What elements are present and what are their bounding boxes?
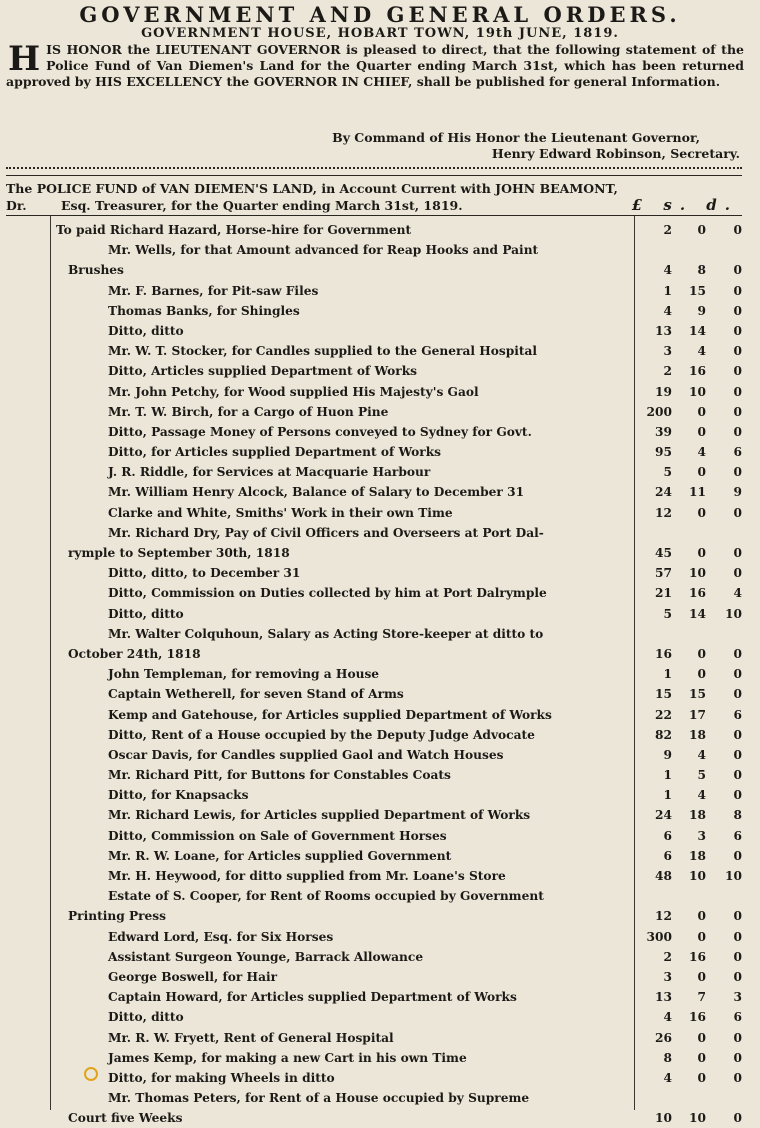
entry-pounds: 10	[655, 1111, 672, 1126]
entry-row	[0, 927, 760, 947]
entry-pence: 0	[733, 969, 742, 984]
entry-row	[0, 462, 760, 482]
dateline: GOVERNMENT HOUSE, HOBART TOWN, 19th JUNE, 1819.	[141, 26, 619, 41]
intro-text: IS HONOR the LIEUTENANT GOVERNOR is pleased to direct, that the following statement of the Police Fund of Van Diemen's Land for the Quarter ending March 31st, which has been returned approved by HIS EXCELLENCY the GOVERNOR IN CHIEF, shall be published for general Information.	[6, 42, 744, 89]
entry-text: Mr. William Henry Alcock, Balance of Salary to December 31	[108, 485, 525, 500]
divider-rule	[6, 175, 742, 176]
entry-shill: 4	[697, 747, 706, 762]
entry-row	[0, 987, 760, 1007]
entry-pounds: 2	[663, 949, 672, 964]
entry-pounds: 2	[663, 364, 672, 379]
entry-pounds: 300	[646, 929, 672, 944]
entry-shill: 10	[689, 869, 706, 883]
entry-text: rymple to September 30th, 1818	[68, 546, 290, 560]
entry-pence: 0	[733, 505, 742, 520]
page-title: GOVERNMENT AND GENERAL ORDERS.	[79, 2, 681, 27]
entry-text: Estate of S. Cooper, for Rent of Rooms occupied by Government	[108, 889, 544, 904]
entry-row	[0, 1028, 760, 1048]
entry-row	[0, 967, 760, 987]
entry-pence: 0	[733, 929, 742, 944]
entry-shill: 18	[689, 808, 706, 823]
entry-pounds: 16	[655, 646, 672, 661]
entry-shill: 0	[697, 969, 706, 984]
entry-pounds: 4	[663, 263, 672, 278]
entry-row	[0, 442, 760, 462]
entry-shill: 0	[697, 1050, 706, 1065]
entry-pounds: 12	[655, 505, 672, 520]
entry-shill: 14	[689, 606, 706, 621]
debit-label: Dr.	[6, 198, 27, 213]
account-heading	[6, 180, 746, 214]
entry-pounds: 39	[655, 424, 672, 439]
entry-pence: 6	[733, 445, 742, 460]
entry-row	[0, 604, 760, 624]
entry-row	[0, 644, 760, 664]
entry-text: John Templeman, for removing a House	[108, 667, 380, 682]
account-entries	[0, 220, 760, 1128]
entry-pence: 0	[733, 465, 742, 480]
dotted-rule	[6, 167, 742, 169]
entry-text: Clarke and White, Smiths' Work in their own Time	[108, 505, 453, 520]
entry-shill: 11	[689, 485, 706, 500]
entry-row	[0, 664, 760, 684]
entry-pence: 6	[733, 828, 742, 843]
entry-shill: 18	[689, 848, 706, 863]
entry-pence: 0	[733, 424, 742, 439]
entry-pounds: 95	[655, 445, 672, 460]
entry-text: Ditto, ditto, to December 31	[108, 566, 301, 581]
entry-row	[0, 826, 760, 846]
entry-shill: 17	[689, 707, 706, 722]
entry-row	[0, 705, 760, 725]
entry-text: Mr. T. W. Birch, for a Cargo of Huon Pine	[108, 404, 389, 419]
entry-shill: 15	[689, 283, 706, 298]
entry-pounds: 5	[663, 465, 672, 480]
entry-shill: 0	[697, 424, 706, 439]
entry-text: Assistant Surgeon Younge, Barrack Allowance	[108, 949, 424, 964]
entry-pence: 0	[733, 344, 742, 359]
entry-pence: 9	[733, 485, 742, 500]
entry-pounds: 15	[655, 687, 672, 702]
entry-row	[0, 624, 760, 644]
entry-text: Ditto, for making Wheels in ditto	[108, 1070, 335, 1085]
entry-row	[0, 563, 760, 583]
entry-pounds: 6	[663, 828, 672, 843]
entry-pounds: 22	[655, 707, 672, 722]
entry-text: Ditto, Rent of a House occupied by the Deputy Judge Advocate	[108, 727, 535, 742]
entry-pence: 10	[725, 869, 742, 883]
entry-row	[0, 1048, 760, 1068]
entry-row	[0, 361, 760, 381]
account-line-1: The POLICE FUND of VAN DIEMEN'S LAND, in Account Current with JOHN BEAMONT,	[6, 181, 618, 196]
entry-row	[0, 947, 760, 967]
entry-shill: 0	[697, 929, 706, 944]
entry-row	[0, 745, 760, 765]
entry-shill: 0	[697, 223, 706, 237]
entry-pence: 0	[733, 768, 742, 783]
entry-pence: 6	[733, 1010, 742, 1025]
entry-pence: 0	[733, 848, 742, 863]
entry-text: James Kemp, for making a new Cart in his own Time	[108, 1050, 467, 1065]
entry-shill: 0	[697, 546, 706, 560]
entry-pence: 0	[733, 949, 742, 964]
entry-row	[0, 765, 760, 785]
entry-shill: 9	[697, 303, 706, 318]
entry-pounds: 1	[663, 788, 672, 803]
entry-pence: 0	[733, 223, 742, 237]
entry-text: Ditto, for Knapsacks	[108, 788, 249, 803]
entry-shill: 0	[697, 404, 706, 419]
entry-shill: 10	[689, 566, 706, 581]
entry-text: Ditto, ditto	[108, 606, 184, 621]
by-command-line: By Command of His Honor the Lieutenant Governor,	[332, 130, 700, 145]
entry-row	[0, 1007, 760, 1027]
entry-shill: 18	[689, 727, 706, 742]
entry-shill: 4	[697, 788, 706, 803]
entry-pounds: 82	[655, 727, 672, 742]
entry-shill: 14	[689, 323, 706, 338]
entry-pounds: 57	[655, 566, 672, 581]
entry-pounds: 4	[663, 1010, 672, 1025]
entry-text: Ditto, Passage Money of Persons conveyed to Sydney for Govt.	[108, 424, 532, 439]
entry-pounds: 200	[646, 404, 672, 419]
entry-pence: 0	[733, 909, 742, 924]
entry-text: Brushes	[68, 263, 124, 278]
entry-row	[0, 886, 760, 906]
entry-pence: 0	[733, 364, 742, 379]
entry-shill: 10	[689, 1111, 706, 1126]
entry-text: Ditto, Commission on Duties collected by him at Port Dalrymple	[108, 586, 547, 601]
entry-shill: 0	[697, 646, 706, 661]
entry-pounds: 2	[663, 223, 672, 237]
entry-pounds: 12	[655, 909, 672, 924]
entry-row	[0, 583, 760, 603]
entry-pence: 8	[733, 808, 742, 823]
entry-text: Mr. Wells, for that Amount advanced for Reap Hooks and Paint	[108, 243, 539, 258]
entry-pence: 0	[733, 303, 742, 318]
entry-pence: 0	[733, 1030, 742, 1045]
entry-text: Mr. R. W. Fryett, Rent of General Hospital	[108, 1030, 394, 1045]
entry-text: Mr. John Petchy, for Wood supplied His Majesty's Gaol	[108, 384, 479, 399]
entry-pounds: 4	[663, 1070, 672, 1085]
entry-row	[0, 341, 760, 361]
entry-text: Edward Lord, Esq. for Six Horses	[108, 929, 334, 944]
entry-row	[0, 482, 760, 502]
entry-pence: 0	[733, 788, 742, 803]
entry-text: Mr. F. Barnes, for Pit-saw Files	[108, 283, 319, 298]
entry-row	[0, 785, 760, 805]
entry-row	[0, 301, 760, 321]
entry-pence: 0	[733, 727, 742, 742]
entry-row	[0, 321, 760, 341]
entry-pounds: 3	[663, 344, 672, 359]
entry-pence: 3	[733, 990, 742, 1005]
entry-pence: 0	[733, 384, 742, 399]
entry-pence: 0	[733, 1070, 742, 1085]
entry-text: Ditto, Commission on Sale of Government Horses	[108, 828, 447, 843]
entry-text: Mr. Richard Lewis, for Articles supplied Department of Works	[108, 808, 531, 823]
drop-cap: H	[8, 39, 41, 79]
entry-pence: 4	[733, 586, 742, 601]
entry-row	[0, 846, 760, 866]
entry-row	[0, 1108, 760, 1128]
entry-pence: 0	[733, 646, 742, 661]
entry-text: Kemp and Gatehouse, for Articles supplied Department of Works	[108, 707, 552, 722]
entry-pounds: 3	[663, 969, 672, 984]
entry-pounds: 6	[663, 848, 672, 863]
entry-text: Mr. Richard Pitt, for Buttons for Constables Coats	[108, 768, 451, 783]
entry-row	[0, 684, 760, 704]
entry-row	[0, 1068, 760, 1088]
entry-pounds: 19	[655, 384, 672, 399]
entry-pounds: 24	[655, 485, 672, 500]
entry-pounds: 13	[655, 990, 672, 1005]
lsd-heading: £ s. d.	[631, 196, 738, 214]
entry-row	[0, 281, 760, 301]
heading-rule	[6, 215, 742, 216]
entry-row	[0, 382, 760, 402]
entry-pounds: 4	[663, 303, 672, 318]
signer-line: Henry Edward Robinson, Secretary.	[491, 146, 740, 161]
entry-shill: 16	[689, 1010, 706, 1025]
entry-text: Oscar Davis, for Candles supplied Gaol and Watch Houses	[108, 747, 504, 762]
entry-pounds: 13	[655, 323, 672, 338]
entry-pounds: 8	[663, 1050, 672, 1065]
entry-shill: 4	[697, 445, 706, 460]
entry-pence: 0	[733, 404, 742, 419]
entry-shill: 0	[697, 667, 706, 682]
entry-pence: 0	[733, 263, 742, 278]
entry-pounds: 26	[655, 1030, 672, 1045]
entry-pence: 10	[725, 606, 742, 621]
entry-text: Mr. R. W. Loane, for Articles supplied Government	[108, 848, 452, 863]
entry-pounds: 48	[655, 869, 672, 883]
entry-pounds: 9	[663, 747, 672, 762]
entry-row	[0, 1088, 760, 1108]
entry-shill: 0	[697, 465, 706, 480]
entry-pence: 0	[733, 1050, 742, 1065]
account-line-2-row	[6, 197, 746, 214]
entry-row	[0, 422, 760, 442]
account-line-2: Esq. Treasurer, for the Quarter ending March 31st, 1819.	[61, 198, 463, 213]
entry-shill: 7	[697, 990, 706, 1005]
entry-pounds: 1	[663, 283, 672, 298]
annotation-circle-marker	[84, 1067, 98, 1081]
entry-text: October 24th, 1818	[68, 646, 201, 661]
entry-pence: 0	[733, 687, 742, 702]
entry-text: Mr. W. T. Stocker, for Candles supplied to the General Hospital	[108, 344, 538, 359]
entry-row	[0, 805, 760, 825]
entry-pounds: 21	[655, 586, 672, 601]
entry-pence: 0	[733, 546, 742, 560]
entry-text: Ditto, ditto	[108, 323, 184, 338]
entry-row	[0, 220, 760, 240]
entry-shill: 3	[697, 828, 706, 843]
entry-pence: 0	[733, 323, 742, 338]
entry-row	[0, 260, 760, 280]
entry-row	[0, 866, 760, 886]
entry-shill: 10	[689, 384, 706, 399]
entry-shill: 4	[697, 344, 706, 359]
entry-shill: 5	[697, 768, 706, 783]
entry-pence: 0	[733, 1111, 742, 1126]
entry-row	[0, 503, 760, 523]
entry-text: Captain Howard, for Articles supplied Department of Works	[108, 990, 517, 1005]
entry-text: Court five Weeks	[68, 1111, 183, 1126]
entry-text: Captain Wetherell, for seven Stand of Arms	[108, 687, 404, 702]
entry-text: Mr. Richard Dry, Pay of Civil Officers and Overseers at Port Dal-	[108, 525, 544, 540]
entry-text: Ditto, Articles supplied Department of Works	[108, 364, 418, 379]
entry-shill: 15	[689, 687, 706, 702]
entry-row	[0, 906, 760, 926]
entry-shill: 0	[697, 505, 706, 520]
entry-pence: 0	[733, 566, 742, 581]
entry-row	[0, 543, 760, 563]
entry-pounds: 1	[663, 768, 672, 783]
entry-pounds: 1	[663, 667, 672, 682]
entry-pence: 0	[733, 747, 742, 762]
entry-row	[0, 523, 760, 543]
entry-shill: 0	[697, 909, 706, 924]
entry-text: Thomas Banks, for Shingles	[108, 303, 300, 318]
entry-row	[0, 240, 760, 260]
entry-pence: 0	[733, 667, 742, 682]
entry-text: George Boswell, for Hair	[108, 969, 278, 984]
entry-pence: 6	[733, 707, 742, 722]
entry-pounds: 45	[655, 546, 672, 560]
entry-text: To paid Richard Hazard, Horse-hire for Government	[56, 223, 412, 237]
entry-shill: 16	[689, 949, 706, 964]
entry-text: Mr. Thomas Peters, for Rent of a House occupied by Supreme	[108, 1091, 530, 1106]
entry-shill: 0	[697, 1030, 706, 1045]
entry-text: Ditto, ditto	[108, 1010, 184, 1025]
entry-text: J. R. Riddle, for Services at Macquarie Harbour	[108, 465, 431, 480]
entry-text: Mr. H. Heywood, for ditto supplied from Mr. Loane's Store	[108, 869, 506, 883]
entry-shill: 8	[697, 263, 706, 278]
entry-pounds: 5	[663, 606, 672, 621]
entry-pence: 0	[733, 283, 742, 298]
entry-shill: 0	[697, 1070, 706, 1085]
intro-paragraph	[6, 39, 744, 90]
entry-shill: 16	[689, 586, 706, 601]
entry-shill: 16	[689, 364, 706, 379]
entry-row	[0, 402, 760, 422]
entry-row	[0, 725, 760, 745]
entry-text: Printing Press	[68, 909, 167, 924]
entry-text: Ditto, for Articles supplied Department of Works	[108, 445, 442, 460]
entry-pounds: 24	[655, 808, 672, 823]
entry-text: Mr. Walter Colquhoun, Salary as Acting Store-keeper at ditto to	[108, 626, 544, 641]
